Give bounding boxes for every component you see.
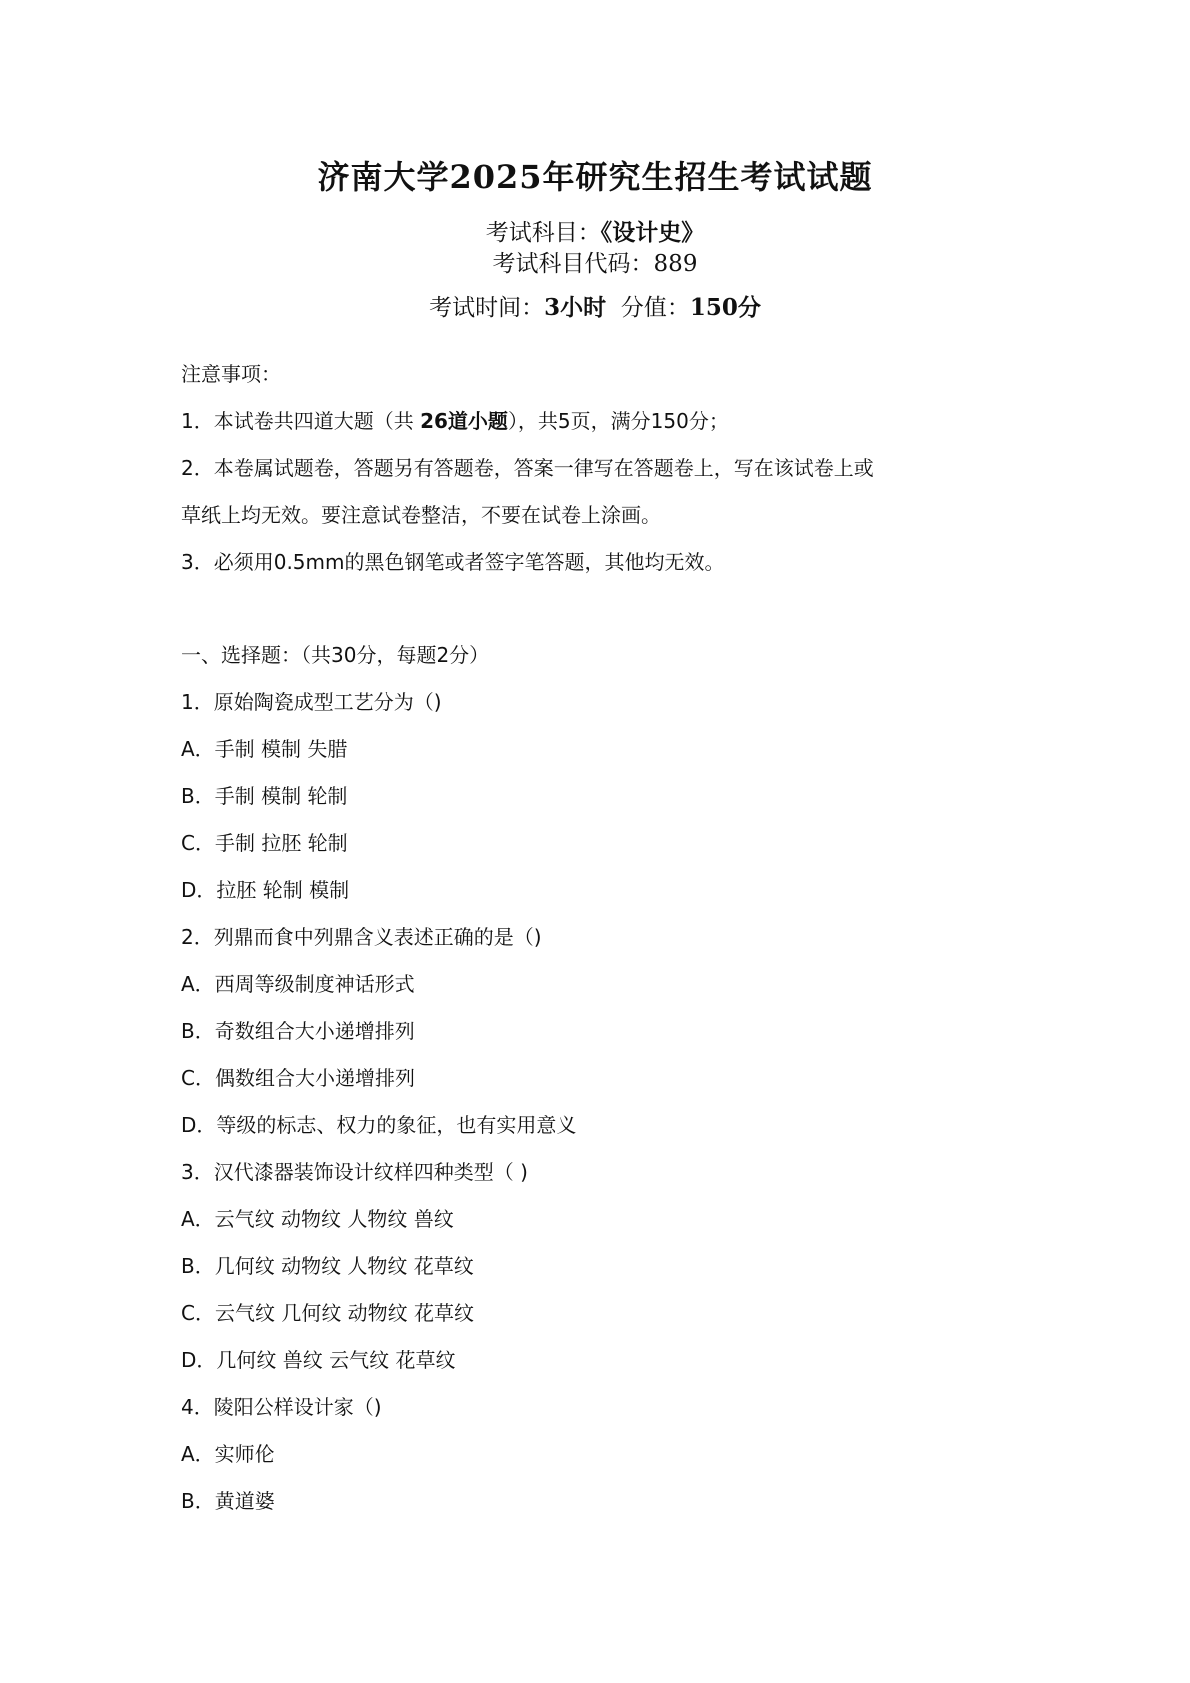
question-3-option-a: A．云气纹 动物纹 人物纹 兽纹: [181, 1207, 454, 1231]
question-2-option-a: A．西周等级制度神话形式: [181, 972, 415, 996]
question-3-option-d: D．几何纹 兽纹 云气纹 花草纹: [181, 1348, 456, 1372]
score-label: 分值：: [620, 295, 690, 321]
exam-subject: [0, 214, 1190, 247]
question-1-option-c: C．手制 拉胚 轮制: [181, 831, 348, 855]
subject-label: 考试科目：: [485, 220, 601, 246]
question-3-option-b: B．几何纹 动物纹 人物纹 花草纹: [181, 1254, 474, 1278]
question-3-stem: 3．汉代漆器装饰设计纹样四种类型（ ): [181, 1160, 528, 1184]
question-3-option-c: C．云气纹 几何纹 动物纹 花草纹: [181, 1301, 475, 1325]
time-value: 3小时: [544, 294, 607, 321]
question-2-option-d: D．等级的标志、权力的象征，也有实用意义: [181, 1113, 577, 1137]
section-1-heading: 一、选择题：（共30分，每题2分）: [181, 643, 490, 667]
score-value: 150分: [689, 294, 761, 321]
note-item-1: 1．本试卷共四道大题（共 26道小题），共5页，满分150分；: [181, 409, 729, 433]
exam-time-score: [0, 289, 1190, 322]
question-1-stem: 1．原始陶瓷成型工艺分为（): [181, 690, 442, 714]
code-value: 889: [653, 251, 698, 277]
exam-title: 济南大学2025年研究生招生考试试题: [317, 158, 873, 196]
question-2-option-b: B．奇数组合大小递增排列: [181, 1019, 415, 1043]
subject-name: 《设计史》: [600, 219, 705, 246]
notes-heading: 注意事项：: [181, 362, 281, 386]
question-1-option-b: B．手制 模制 轮制: [181, 784, 348, 808]
time-label: 考试时间：: [429, 295, 545, 321]
question-1-option-d: D．拉胚 轮制 模制: [181, 878, 350, 902]
note-item-2-line-2: 草纸上均无效。要注意试卷整洁，不要在试卷上涂画。: [181, 503, 661, 527]
exam-code: [0, 245, 1190, 278]
question-2-stem: 2．列鼎而食中列鼎含义表述正确的是（): [181, 925, 542, 949]
note-item-1-bold: 26道小题: [420, 409, 508, 433]
question-4-stem: 4．陵阳公样设计家（): [181, 1395, 382, 1419]
note-item-2-line-1: 2．本卷属试题卷，答题另有答题卷，答案一律写在答题卷上，写在该试卷上或: [181, 456, 874, 480]
question-2-option-c: C．偶数组合大小递增排列: [181, 1066, 415, 1090]
code-label: 考试科目代码：: [492, 251, 654, 277]
question-4-option-a: A．实师伦: [181, 1442, 275, 1466]
note-item-3: 3．必须用0.5mm的黑色钢笔或者签字笔答题，其他均无效。: [181, 550, 725, 574]
question-1-option-a: A．手制 模制 失腊: [181, 737, 348, 761]
question-4-option-b: B．黄道婆: [181, 1489, 275, 1513]
